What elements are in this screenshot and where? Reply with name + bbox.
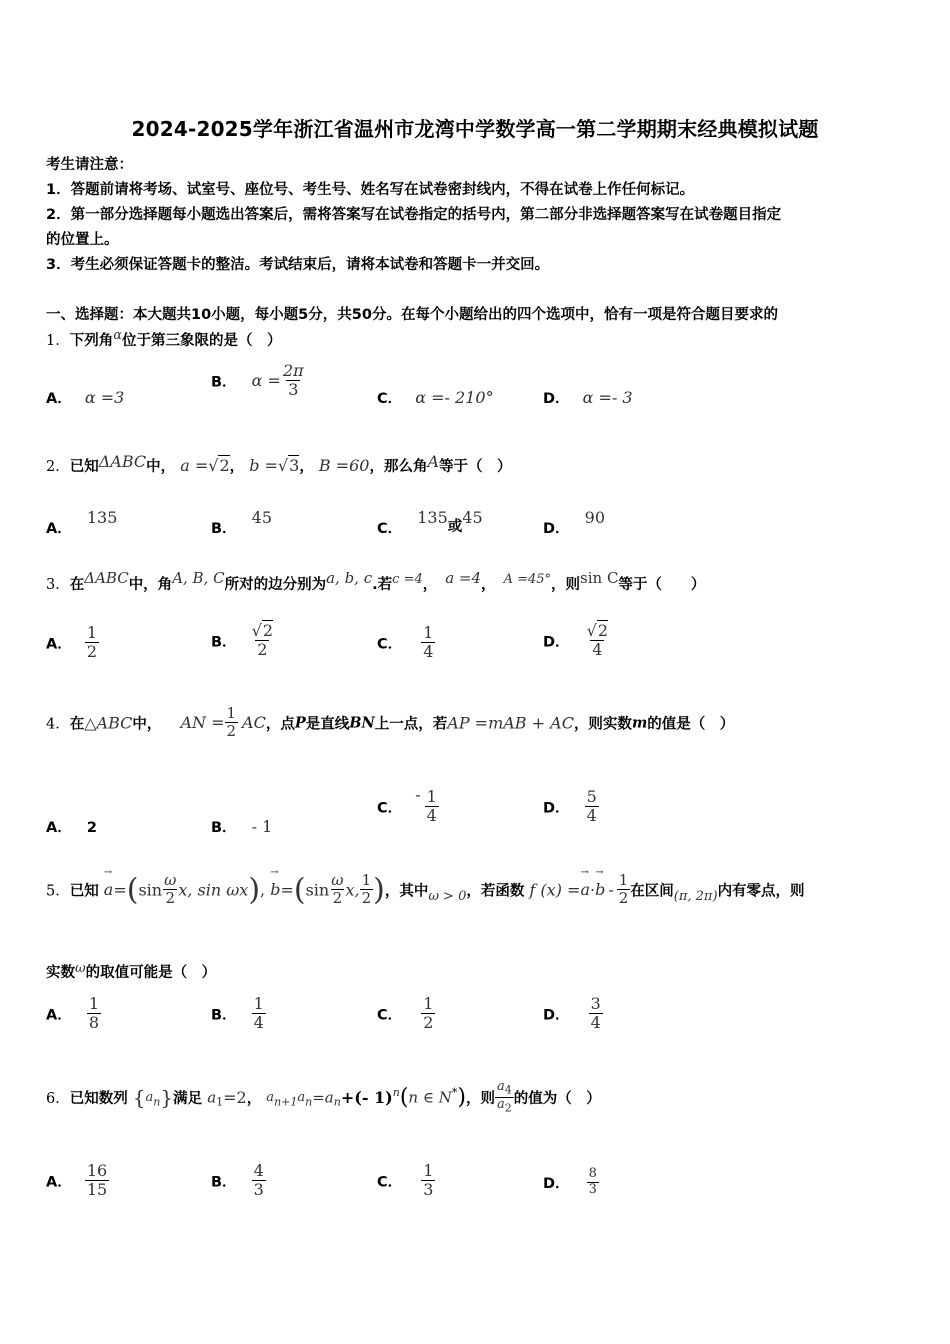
- q1-alpha: α: [113, 328, 123, 343]
- question-5-line2: [46, 961, 216, 982]
- q3-mid3: .若: [372, 577, 393, 593]
- q5-line2-post: 的取值可能是（ ）: [85, 965, 217, 981]
- q2-c-label: C．: [377, 521, 403, 537]
- q3-option-d: [543, 622, 610, 660]
- q6-option-c: [377, 1162, 435, 1200]
- q3-d-den: 4: [592, 640, 603, 660]
- q6-rec-eq: =a: [312, 1088, 334, 1107]
- q5-mid3: 在区间: [630, 883, 674, 900]
- q5-c-fraction: [421, 995, 435, 1033]
- q1-text-post: 位于第三象限的是（ ）: [122, 333, 282, 349]
- q3-post: 等于（ ）: [618, 577, 706, 593]
- q4-b-label: B．: [211, 820, 237, 836]
- q6-a-num: 16: [86, 1161, 108, 1180]
- q6-b-label: B．: [211, 1174, 237, 1191]
- q2-d-label: D．: [543, 521, 570, 537]
- q5-post: 内有零点，则: [717, 883, 805, 900]
- q2-d-value: 90: [584, 508, 605, 527]
- q3-sep1: ，: [422, 577, 438, 593]
- q5-c-num: 1: [423, 994, 434, 1013]
- q5-frac1-num: ω: [164, 871, 177, 889]
- q4-option-d: [543, 788, 599, 826]
- q6-c-fraction: [421, 1162, 435, 1200]
- q6-plus: +(- 1): [340, 1088, 393, 1108]
- q2-number: 2．: [46, 459, 70, 475]
- q6-d-fraction: [587, 1167, 599, 1198]
- q1-number: 1．: [46, 333, 70, 349]
- q3-d-fraction: $\frac{√2}{4}$: [586, 621, 609, 660]
- notice-item-2-cont: 的位置上。: [46, 232, 119, 248]
- notice-heading: 考生请注意：: [46, 157, 133, 173]
- q2-mid1: 中，: [146, 459, 176, 475]
- q3-d-label: D．: [543, 634, 570, 651]
- q4-m: m: [631, 714, 648, 732]
- q4-b-value: - 1: [251, 817, 273, 836]
- q4-P: P: [294, 714, 306, 732]
- q4-a-label: A．: [46, 820, 72, 836]
- q4-option-c: [377, 785, 439, 826]
- q5-c-den: 2: [423, 1013, 434, 1033]
- q4-c-den: 4: [426, 806, 437, 826]
- q5-eq2: =: [280, 880, 294, 900]
- q6-rec-sub3: n: [333, 1095, 341, 1109]
- q6-mid1: 满足: [173, 1091, 203, 1108]
- q6-a1-sub: 1: [216, 1095, 224, 1109]
- q3-A-value: A =45°: [503, 572, 552, 587]
- q2-option-c: [377, 508, 483, 538]
- q5-eq1: =: [113, 880, 127, 900]
- q5-frac4-den: 2: [618, 889, 629, 908]
- notice-item-2: 2．第一部分选择题每小题选出答案后，需将答案写在试卷指定的括号内，第二部分非选择题答案写在试卷题目指定: [46, 207, 782, 223]
- q2-post1: ，那么角: [369, 459, 428, 475]
- q2-option-a: [46, 508, 117, 538]
- q5-frac1: [162, 872, 178, 908]
- q1-b-label: B．: [211, 374, 237, 391]
- q6-c-num: 1: [423, 1161, 434, 1180]
- q3-a-label: A．: [46, 636, 72, 653]
- question-3: [46, 569, 705, 594]
- q1-d-label: D．: [543, 391, 570, 407]
- q3-mid2: 所对的边分别为: [224, 577, 327, 593]
- q3-triangle: ΔABC: [84, 569, 129, 587]
- q1-b-lhs: α =: [251, 371, 281, 391]
- q5-c-label: C．: [377, 1007, 403, 1024]
- q2-c-value2: 45: [462, 508, 483, 527]
- q1-option-d: [543, 387, 633, 408]
- q1-b-num: 2π: [282, 361, 304, 380]
- q4-BN: BN: [349, 714, 375, 732]
- q5-option-b: [211, 995, 266, 1033]
- q5-interval: (π, 2π): [673, 888, 718, 904]
- q5-frac4-num: 1: [618, 871, 629, 889]
- q2-sqrt3: 3: [289, 456, 300, 475]
- q4-pre: 在: [69, 716, 85, 733]
- q3-b-fraction: $\frac{√2}{2}$: [251, 621, 274, 660]
- q5-line2-omega: ω: [75, 961, 86, 976]
- q5-frac1-den: 2: [165, 889, 175, 908]
- q6-exp-n: n: [392, 1085, 400, 1099]
- q6-rec-a1: a: [266, 1090, 275, 1106]
- q6-rec-sub2: n: [305, 1095, 313, 1109]
- q5-fx-b: → b: [595, 880, 605, 899]
- q6-a-den: 15: [86, 1180, 108, 1200]
- q5-a-den: 8: [88, 1013, 100, 1033]
- q3-a-num: 1: [86, 623, 98, 642]
- q5-omega-positive: ω > 0: [428, 888, 467, 904]
- q4-a-value: 2: [86, 820, 97, 836]
- q5-option-d: [543, 995, 603, 1033]
- q5-b-fraction: [252, 995, 266, 1033]
- q5-b-num: 1: [253, 994, 264, 1013]
- q6-seq-a: a: [145, 1090, 154, 1106]
- q1-c-label: C．: [377, 391, 403, 407]
- q2-cond-B: B =60: [318, 456, 370, 475]
- q3-c-fraction: [421, 624, 435, 662]
- q4-c-num: 1: [426, 787, 437, 806]
- q4-c-fraction: [425, 788, 439, 826]
- q5-d-label: D．: [543, 1007, 570, 1024]
- q6-b-num: 4: [253, 1161, 264, 1180]
- q6-option-a: [46, 1162, 109, 1200]
- q2-option-b: [211, 508, 272, 538]
- q6-b-fraction: [252, 1162, 266, 1200]
- q4-d-label: D．: [543, 800, 570, 817]
- q3-pre: 在: [69, 577, 85, 593]
- q5-frac2-den: 2: [332, 889, 343, 908]
- q5-x1: x, sin ωx: [178, 880, 249, 900]
- q2-pre: 已知: [69, 459, 99, 475]
- q5-d-fraction: [589, 995, 603, 1033]
- q5-number: 5．: [46, 883, 70, 900]
- q5-sin1: sin: [138, 880, 163, 900]
- q5-b-label: B．: [211, 1007, 237, 1024]
- q3-b-num: 2: [262, 621, 274, 640]
- page-title: 2024-2025学年浙江省温州市龙湾中学数学高一第二学期期末经典模拟试题: [131, 117, 819, 141]
- q4-option-b: [211, 816, 272, 837]
- q4-mid2: ，点: [265, 716, 295, 733]
- q6-a1: a: [207, 1088, 217, 1107]
- q5-frac2-num: ω: [331, 871, 344, 889]
- q3-sides: a, b, c: [326, 569, 373, 587]
- q2-c-value1: 135: [417, 508, 448, 527]
- q3-a-value: a =4: [445, 569, 482, 587]
- question-5: 5．已知 → a=(sin $\frac{\omega}{2}$ x, sin ωx), → b=(sin $\frac{\omega}{2}$ x, $\frac{1}{2}$ )，其中ω > 0，若函数 f (x) =→ a·→ b - $\frac{1}{2}$ 在区间(π, 2π)内有零点，则: [46, 872, 805, 908]
- q3-option-c: [377, 624, 435, 662]
- q2-triangle: ΔABC: [98, 452, 147, 471]
- notice-item-3: 3．考生必须保证答题卡的整洁。考试结束后，请将本试卷和答题卡一并交回。: [46, 257, 550, 273]
- q4-d-fraction: [585, 788, 599, 826]
- q2-option-d: [543, 508, 605, 538]
- q6-post: 的值为（ ）: [513, 1091, 601, 1108]
- q4-c-sign: -: [415, 785, 421, 805]
- q1-option-a: [46, 387, 124, 408]
- q5-frac4: [617, 872, 631, 908]
- q4-option-a: [46, 816, 97, 837]
- q1-a-label: A．: [46, 391, 72, 407]
- q2-b-value: 45: [251, 508, 273, 527]
- q5-line2-pre: 实数: [46, 965, 75, 981]
- q5-option-a: [46, 995, 101, 1033]
- q5-d-num: 3: [590, 994, 601, 1013]
- q5-b-den: 4: [253, 1013, 264, 1033]
- q4-number: 4．: [46, 716, 70, 733]
- q6-sep: ，: [246, 1091, 262, 1108]
- q3-c-value: c =4: [392, 572, 423, 587]
- q5-d-den: 4: [590, 1013, 601, 1033]
- question-1: [46, 328, 282, 350]
- q6-b-den: 3: [253, 1180, 264, 1200]
- q3-b-den: 2: [257, 640, 268, 660]
- q3-option-b: [211, 622, 275, 660]
- q4-d-num: 5: [586, 787, 597, 806]
- q5-fx-a: → a: [580, 880, 590, 899]
- q1-option-c: [377, 387, 494, 408]
- q6-ratio-num-sub: 4: [504, 1083, 512, 1097]
- q2-c-or: 或: [447, 519, 463, 535]
- q5-vector-a: → a: [104, 880, 114, 899]
- q5-option-c: [377, 995, 435, 1033]
- q3-a-den: 2: [86, 642, 98, 662]
- q6-ratio-den: a: [496, 1097, 505, 1113]
- q1-option-b: [211, 362, 306, 400]
- q6-a-fraction: [85, 1162, 109, 1200]
- q4-post: 的值是（ ）: [647, 716, 735, 733]
- q5-frac3-den: 2: [361, 889, 372, 908]
- q2-sep1: ，: [229, 459, 245, 475]
- q5-pre: 已知: [69, 883, 99, 900]
- q3-option-a: [46, 624, 99, 662]
- q5-mid1: ，其中: [384, 883, 429, 900]
- q3-c-num: 1: [423, 623, 434, 642]
- q4-mid3: 是直线: [305, 716, 350, 733]
- q1-text-pre: 下列角: [69, 333, 114, 349]
- q6-a-label: A．: [46, 1174, 72, 1191]
- q6-ratio-den-sub: 2: [504, 1101, 512, 1115]
- question-2: 2．已知ΔABC中， a =√2， b =√3， B =60，那么角A等于（ ）: [46, 452, 512, 475]
- question-6: 6．已知数列 $\{a_n\}$满足 $a_1=2$， $a_{n+1}a_n=a_n+(-$ 1)$^n$(n ∈ N*)，则 $\frac{a_4}{a_2}$ 的值为（ ）: [46, 1079, 601, 1115]
- q1-b-den: 3: [288, 380, 299, 400]
- q6-ratio-num: a: [496, 1079, 505, 1094]
- q6-rec-a2: a: [297, 1090, 306, 1106]
- q3-a-fraction: [85, 624, 99, 662]
- notice-item-1: 1．答题前请将考场、试室号、座位号、考生号、姓名写在试卷密封线内，不得在试卷上作任何标记。: [46, 182, 695, 198]
- q1-c-value: α =- 210°: [415, 388, 494, 407]
- q4-frac-num: 1: [226, 704, 237, 722]
- q1-a-value: α =3: [84, 388, 125, 407]
- q6-rec-sub1: n+1: [274, 1095, 298, 1109]
- q5-sin2: sin: [305, 880, 330, 900]
- q1-b-fraction: [281, 362, 306, 400]
- q4-lhs: AN =: [180, 713, 225, 733]
- q6-mid2: ，则: [465, 1091, 495, 1108]
- q2-sep2: ，: [299, 459, 314, 475]
- q5-minus: -: [608, 880, 614, 900]
- q6-star: *: [451, 1085, 458, 1099]
- q4-triangle: △ABC: [84, 713, 133, 733]
- q5-x2: x,: [345, 880, 360, 900]
- q2-angle-A: A: [427, 452, 440, 471]
- q6-seq-n: n: [153, 1095, 161, 1109]
- q6-d-den: 3: [588, 1181, 597, 1197]
- q5-a-num: 1: [88, 994, 100, 1013]
- q6-ratio: [495, 1080, 514, 1115]
- q5-frac3: [360, 872, 374, 908]
- q2-cond-a: a =: [180, 456, 209, 475]
- q4-fraction: [225, 705, 239, 741]
- q2-post2: 等于（ ）: [439, 459, 512, 475]
- q5-vector-b: → b: [270, 880, 280, 899]
- q4-equation: AP =mAB + AC: [447, 713, 574, 733]
- q5-dot: ·: [589, 880, 596, 900]
- q6-d-num: 8: [588, 1166, 597, 1181]
- q3-mid1: 中，角: [128, 577, 173, 593]
- q5-a-label: A．: [46, 1007, 72, 1024]
- q5-mid2: ，若函数: [466, 883, 525, 900]
- q6-c-den: 3: [423, 1180, 434, 1200]
- q4-mid4: 上一点，若: [374, 716, 448, 733]
- q3-c-label: C．: [377, 636, 403, 653]
- q5-comma: ,: [260, 880, 266, 900]
- q1-d-value: α =- 3: [582, 388, 633, 407]
- q5-a-fraction: [87, 995, 101, 1033]
- q3-angles: A, B, C: [172, 569, 225, 587]
- q6-pre: 已知数列: [69, 1091, 128, 1108]
- q6-a1-eq: =2: [223, 1088, 247, 1108]
- question-4: [46, 705, 734, 741]
- q2-b-label: B．: [211, 521, 237, 537]
- q2-sqrt2: 2: [219, 456, 230, 475]
- q5-frac3-num: 1: [361, 871, 372, 889]
- q4-c-label: C．: [377, 800, 403, 817]
- q6-condition: n ∈ N: [408, 1088, 452, 1107]
- q2-cond-b: b =: [249, 456, 278, 475]
- q3-sep2: ，: [481, 577, 496, 593]
- q4-frac-den: 2: [226, 722, 237, 741]
- q4-mid1: 中，: [132, 716, 162, 733]
- q4-d-den: 4: [586, 806, 597, 826]
- q3-mid4: ，则: [551, 577, 581, 593]
- q5-frac2: [329, 872, 345, 908]
- q3-number: 3．: [46, 577, 70, 593]
- q3-d-num: 2: [597, 621, 609, 640]
- q4-mid5: ，则实数: [573, 716, 632, 733]
- q3-b-label: B．: [211, 634, 237, 651]
- q6-d-label: D．: [543, 1175, 570, 1192]
- section-heading: 一、选择题：本大题共10小题，每小题5分，共50分。在每个小题给出的四个选项中，恰有一项是符合题目要求的: [46, 307, 778, 323]
- q2-a-label: A．: [46, 521, 72, 537]
- q2-a-value: 135: [86, 508, 118, 527]
- q6-option-b: [211, 1162, 266, 1200]
- q3-c-den: 4: [423, 642, 434, 662]
- q3-sinC: sin C: [580, 569, 619, 587]
- q6-c-label: C．: [377, 1174, 403, 1191]
- q5-function: f (x) =: [529, 880, 581, 900]
- q6-number: 6．: [46, 1091, 70, 1108]
- q6-option-d: [543, 1167, 599, 1198]
- q4-rhs: AC: [242, 713, 266, 733]
